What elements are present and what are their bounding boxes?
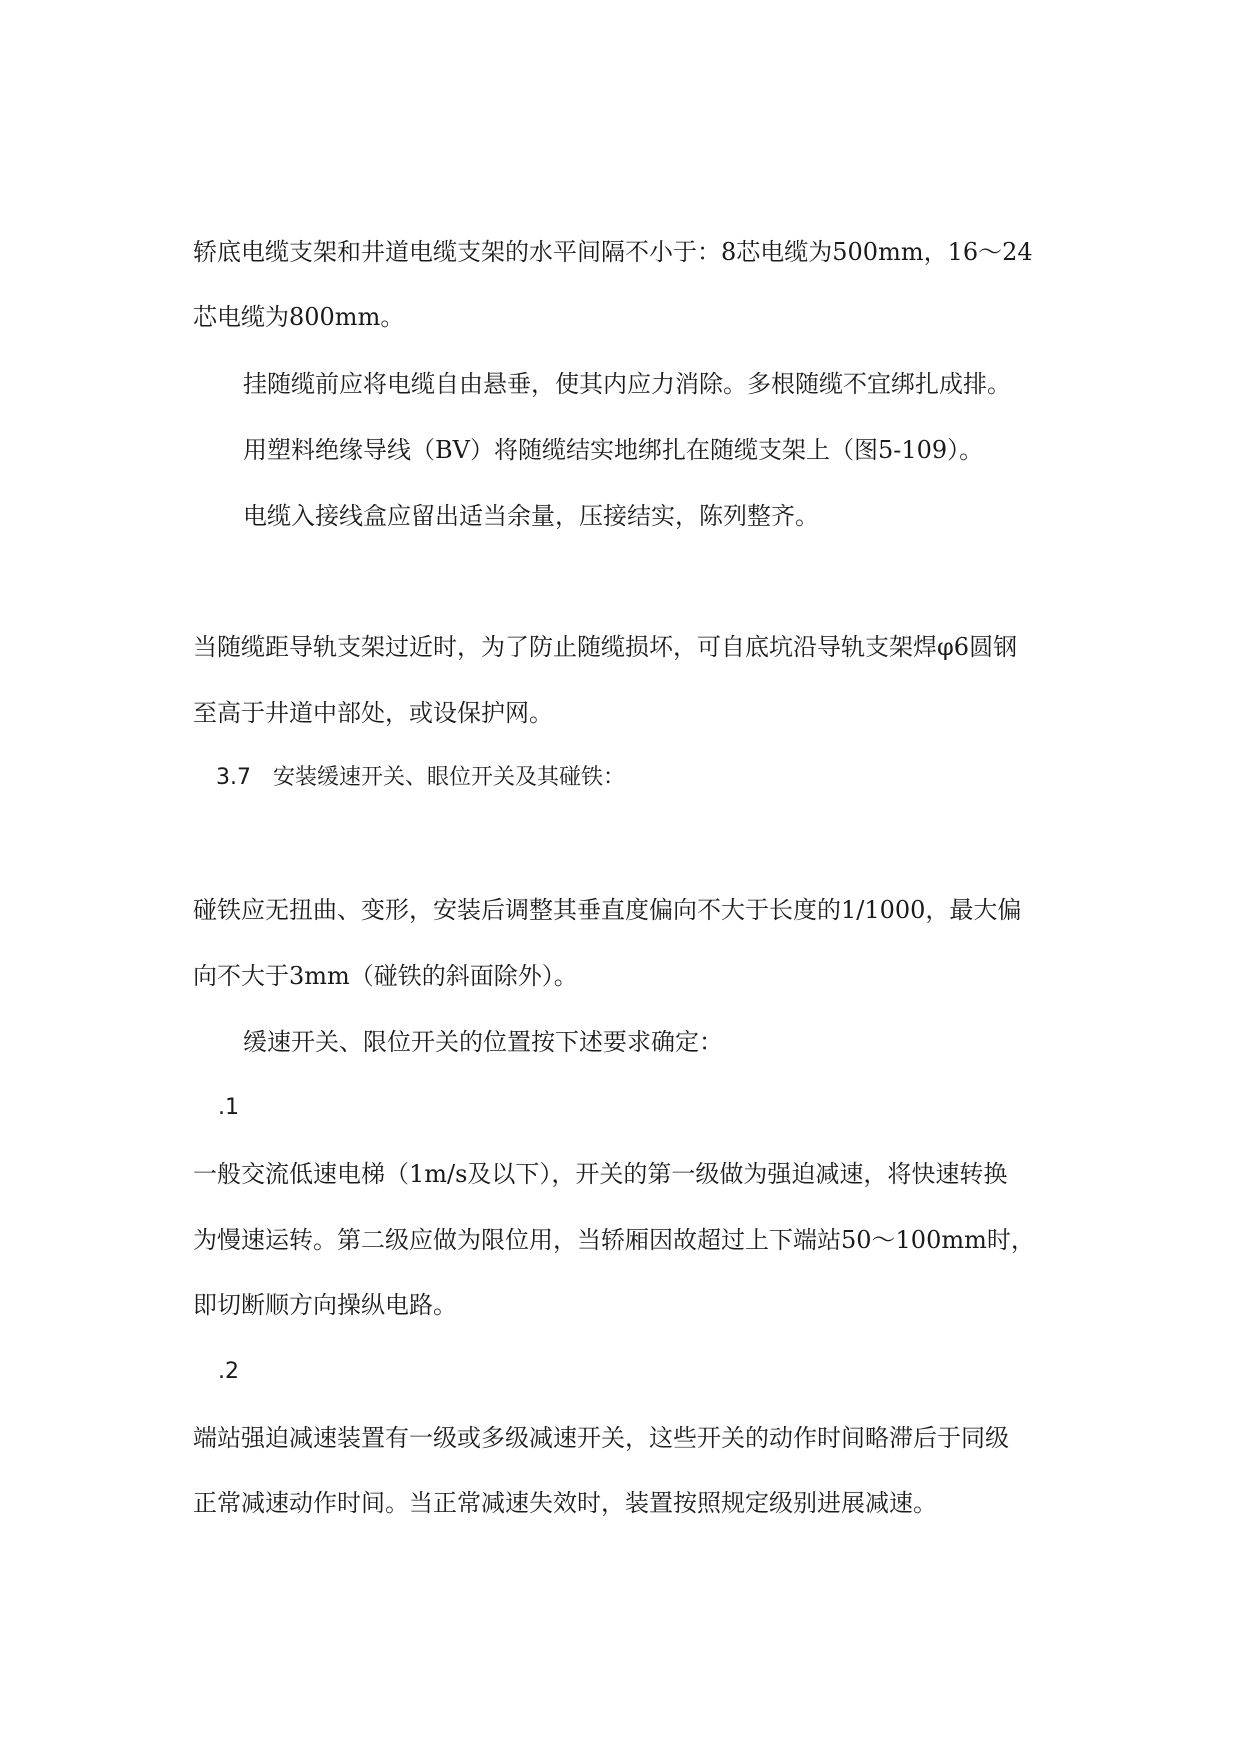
text-line: 当随缆距导轨支架过近时，为了防止随缆损坏，可自底坑沿导轨支架焊φ6圆钢 — [193, 633, 1018, 661]
section-heading: 3.7 安装缓速开关、眼位开关及其碰铁： — [216, 765, 625, 790]
text-line: 一般交流低速电梯（1m/s及以下），开关的第一级做为强迫减速，将快速转换 — [193, 1160, 1008, 1188]
text-line: 电缆入接线盒应留出适当余量，压接结实，陈列整齐。 — [243, 502, 819, 530]
text-line: 端站强迫减速装置有一级或多级减速开关，这些开关的动作时间略滞后于同级 — [193, 1424, 1009, 1452]
text-line: 用塑料绝缘导线（BV）将随缆结实地绑扎在随缆支架上（图5-109）。 — [243, 436, 984, 464]
list-marker: .1 — [218, 1095, 239, 1120]
text-line: 缓速开关、限位开关的位置按下述要求确定： — [243, 1028, 723, 1056]
list-marker: .2 — [218, 1359, 239, 1384]
text-line: 即切断顺方向操纵电路。 — [193, 1291, 457, 1319]
text-line: 至高于井道中部处，或设保护网。 — [193, 699, 553, 727]
text-line: 向不大于3mm（碰铁的斜面除外）。 — [193, 962, 578, 990]
text-line: 芯电缆为800mm。 — [193, 303, 405, 331]
text-line: 为慢速运转。第二级应做为限位用，当轿厢因故超过上下端站50～100mm时， — [193, 1226, 1035, 1254]
text-line: 轿底电缆支架和井道电缆支架的水平间隔不小于：8芯电缆为500mm，16～24 — [193, 238, 1033, 266]
text-line: 碰铁应无扭曲、变形，安装后调整其垂直度偏向不大于长度的1/1000，最大偏 — [193, 896, 1022, 924]
text-line: 挂随缆前应将电缆自由悬垂，使其内应力消除。多根随缆不宜绑扎成排。 — [243, 370, 1011, 398]
text-line: 正常减速动作时间。当正常减速失效时，装置按照规定级别进展减速。 — [193, 1489, 937, 1517]
